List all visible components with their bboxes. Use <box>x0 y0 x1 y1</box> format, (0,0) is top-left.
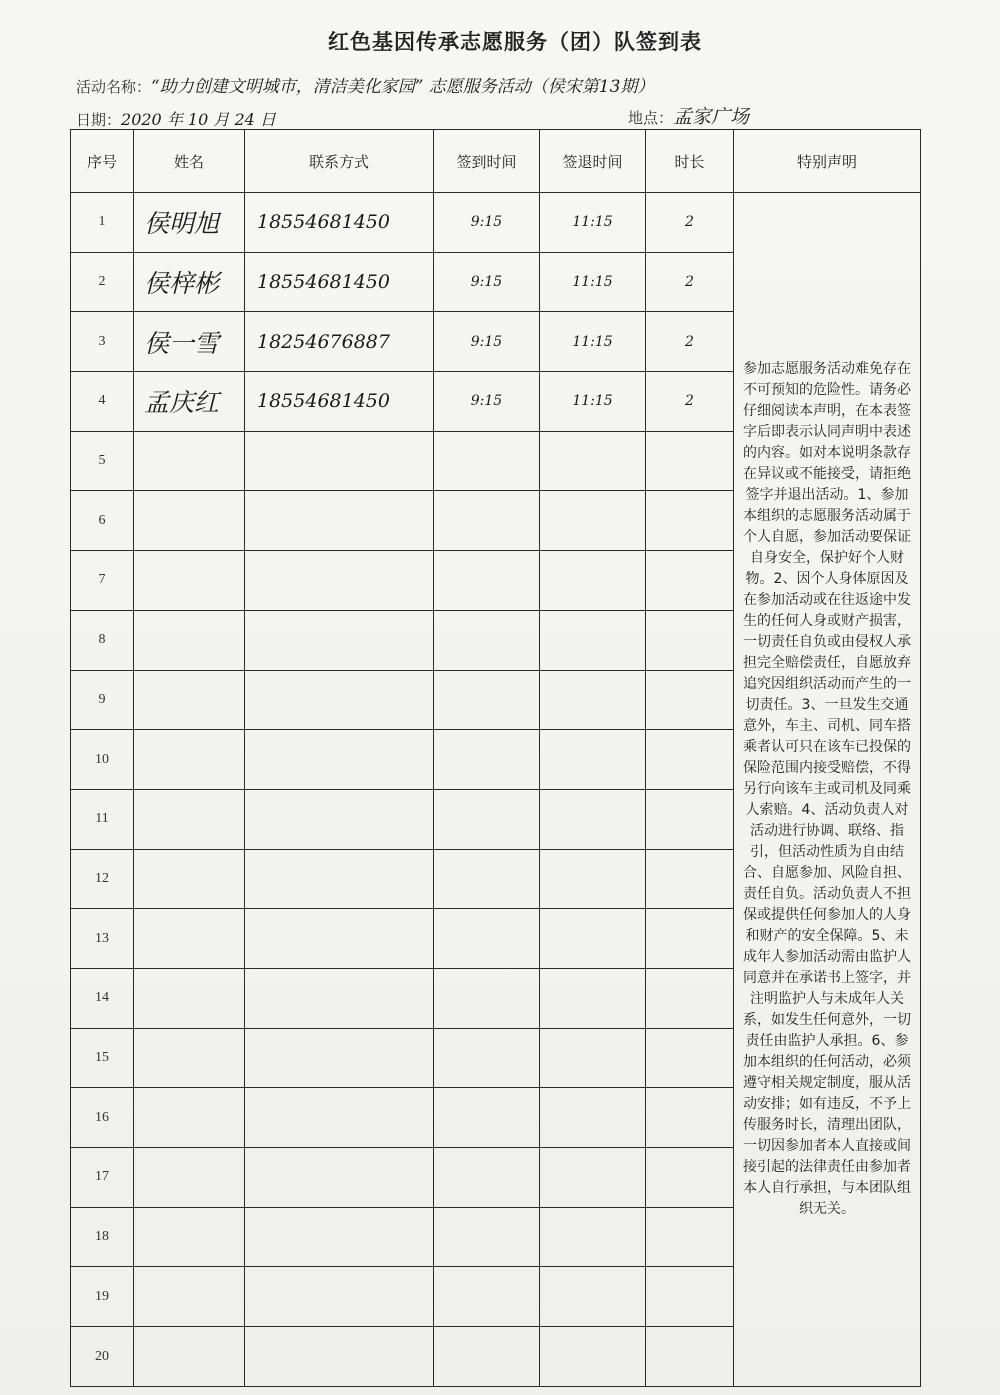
row-name <box>134 610 245 670</box>
row-checkout-time <box>540 968 646 1028</box>
row-duration: 2 <box>646 312 734 372</box>
row-checkin-time <box>434 730 540 790</box>
row-checkout-time <box>540 1148 646 1208</box>
row-number: 11 <box>71 789 134 849</box>
row-phone <box>245 491 434 551</box>
row-name <box>134 1088 245 1148</box>
row-checkin-time <box>434 491 540 551</box>
row-phone <box>245 789 434 849</box>
col-header-notice: 特别声明 <box>734 130 921 193</box>
row-number: 8 <box>71 610 134 670</box>
table-header-row <box>71 130 921 193</box>
row-number: 19 <box>71 1267 134 1327</box>
row-name <box>134 551 245 611</box>
row-name <box>134 1028 245 1088</box>
row-phone: 18254676887 <box>245 312 434 372</box>
row-phone <box>245 1207 434 1267</box>
row-checkin-time: 9:15 <box>434 193 540 253</box>
special-notice <box>734 193 921 1387</box>
row-name <box>134 968 245 1028</box>
row-number: 13 <box>71 909 134 969</box>
place-line <box>628 102 749 129</box>
row-name <box>134 909 245 969</box>
row-number: 18 <box>71 1207 134 1267</box>
row-number: 14 <box>71 968 134 1028</box>
row-name <box>134 789 245 849</box>
row-checkout-time <box>540 730 646 790</box>
row-name <box>134 1267 245 1327</box>
row-name <box>134 1207 245 1267</box>
row-duration <box>646 670 734 730</box>
row-checkin-time <box>434 431 540 491</box>
row-phone: 18554681450 <box>245 252 434 312</box>
row-name: 侯一雪 <box>134 312 245 372</box>
row-duration <box>646 1207 734 1267</box>
col-header-name: 姓名 <box>134 130 245 193</box>
row-duration <box>646 909 734 969</box>
row-checkout-time <box>540 849 646 909</box>
row-phone <box>245 551 434 611</box>
row-duration <box>646 431 734 491</box>
row-number: 2 <box>71 252 134 312</box>
row-number: 16 <box>71 1088 134 1148</box>
activity-line <box>76 72 976 97</box>
row-checkin-time <box>434 1028 540 1088</box>
row-duration <box>646 1028 734 1088</box>
row-checkin-time <box>434 849 540 909</box>
row-phone <box>245 1088 434 1148</box>
row-checkin-time <box>434 1088 540 1148</box>
row-number: 20 <box>71 1327 134 1387</box>
row-number: 9 <box>71 670 134 730</box>
row-checkout-time <box>540 551 646 611</box>
table-body <box>71 193 921 1387</box>
row-number: 1 <box>71 193 134 253</box>
row-duration <box>646 968 734 1028</box>
row-name <box>134 1327 245 1387</box>
row-name <box>134 730 245 790</box>
col-header-checkout: 签退时间 <box>540 130 646 193</box>
row-phone <box>245 670 434 730</box>
row-number: 6 <box>71 491 134 551</box>
row-phone <box>245 1327 434 1387</box>
row-number: 12 <box>71 849 134 909</box>
special-notice-text: 参加志愿服务活动难免存在不可预知的危险性。请务必仔细阅读本声明，在本表签字后即表示认同声明中表述的内容。如对本说明条款存在异议或不能接受，请拒绝签字并退出活动。1、参加本组织的志愿服务活动属于个人自愿，参加活动要保证自身安全，保护好个人财物。2、因个人身体原因及在参加活动或在往返途中发生的任何人身或财产损害，一切责任自负或由侵权人承担完全赔偿责任，自愿放弃追究因组织活动而产生的一切责任。3、一旦发生交通意外，车主、司机、同车搭乘者认可只在该车已投保的保险范围内接受赔偿，不得另行向该车主或司机及同乘人索赔。4、活动负责人对活动进行协调、联络、指引，但活动性质为自由结合、自愿参加、风险自担、责任自负。活动负责人不担保或提供任何参加人的人身和财产的安全保障。5、未成年人参加活动需由监护人同意并在承诺书上签字，并注明监护人与未成年人关系，如发生任何意外，一切责任由监护人承担。6、参加本组织的任何活动，必须遵守相关规定制度，服从活动安排；如有违反，不予上传服务时长，清理出团队，一切因参加者本人直接或间接引起的法律责任由参加者本人自行承担，与本团队组织无关。 <box>743 361 911 1217</box>
row-checkout-time <box>540 610 646 670</box>
row-checkin-time <box>434 1207 540 1267</box>
sheet-title: 红色基因传承志愿服务（团）队签到表 <box>328 30 702 54</box>
row-phone <box>245 849 434 909</box>
row-duration: 2 <box>646 252 734 312</box>
row-duration <box>646 730 734 790</box>
date-line <box>76 107 276 130</box>
row-duration <box>646 551 734 611</box>
row-checkout-time <box>540 1327 646 1387</box>
row-name: 孟庆红 <box>134 372 245 432</box>
col-header-checkin: 签到时间 <box>434 130 540 193</box>
col-header-hours: 时长 <box>646 130 734 193</box>
row-duration: 2 <box>646 193 734 253</box>
row-name <box>134 1148 245 1208</box>
place-value: 孟家广场 <box>673 106 750 128</box>
row-checkin-time <box>434 968 540 1028</box>
activity-label: 活动名称： <box>76 78 152 96</box>
row-checkout-time <box>540 1028 646 1088</box>
row-checkin-time <box>434 909 540 969</box>
row-checkout-time <box>540 789 646 849</box>
row-phone <box>245 909 434 969</box>
row-phone <box>245 431 434 491</box>
row-phone <box>245 968 434 1028</box>
row-number: 17 <box>71 1148 134 1208</box>
row-checkout-time: 11:15 <box>540 372 646 432</box>
col-header-contact: 联系方式 <box>245 130 434 193</box>
row-duration: 2 <box>646 372 734 432</box>
row-checkout-time <box>540 670 646 730</box>
row-checkout-time: 11:15 <box>540 312 646 372</box>
row-duration <box>646 1088 734 1148</box>
row-checkin-time: 9:15 <box>434 252 540 312</box>
row-name: 侯明旭 <box>134 193 245 253</box>
row-phone: 18554681450 <box>245 193 434 253</box>
row-number: 4 <box>71 372 134 432</box>
date-value: 2020 年 10 月 24 日 <box>121 110 276 129</box>
row-name <box>134 849 245 909</box>
row-phone <box>245 730 434 790</box>
row-checkout-time <box>540 1088 646 1148</box>
row-number: 5 <box>71 431 134 491</box>
row-name <box>134 431 245 491</box>
row-checkin-time <box>434 1267 540 1327</box>
row-phone <box>245 1148 434 1208</box>
row-phone <box>245 610 434 670</box>
row-phone <box>245 1267 434 1327</box>
row-checkout-time <box>540 491 646 551</box>
row-checkin-time <box>434 1148 540 1208</box>
row-name: 侯梓彬 <box>134 252 245 312</box>
row-checkin-time <box>434 1327 540 1387</box>
row-phone: 18554681450 <box>245 372 434 432</box>
row-name <box>134 491 245 551</box>
row-duration <box>646 849 734 909</box>
row-number: 7 <box>71 551 134 611</box>
row-number: 15 <box>71 1028 134 1088</box>
row-duration <box>646 1148 734 1208</box>
row-checkout-time <box>540 909 646 969</box>
row-number: 3 <box>71 312 134 372</box>
row-duration <box>646 1267 734 1327</box>
row-checkin-time <box>434 670 540 730</box>
row-duration <box>646 610 734 670</box>
row-duration <box>646 491 734 551</box>
col-header-no: 序号 <box>71 130 134 193</box>
row-checkin-time <box>434 610 540 670</box>
row-phone <box>245 1028 434 1088</box>
row-checkout-time <box>540 1207 646 1267</box>
date-label: 日期： <box>76 111 122 129</box>
row-checkin-time: 9:15 <box>434 312 540 372</box>
activity-name: “助力创建文明城市，清洁美化家园” 志愿服务活动（侯宋第13期） <box>151 77 655 97</box>
row-duration <box>646 789 734 849</box>
table-row <box>71 193 921 253</box>
row-checkin-time <box>434 551 540 611</box>
row-name <box>134 670 245 730</box>
place-label: 地点： <box>628 109 674 127</box>
row-checkin-time <box>434 789 540 849</box>
row-checkout-time: 11:15 <box>540 193 646 253</box>
row-checkout-time <box>540 1267 646 1327</box>
row-checkout-time <box>540 431 646 491</box>
row-duration <box>646 1327 734 1387</box>
sign-in-table <box>70 129 921 1387</box>
row-checkin-time: 9:15 <box>434 372 540 432</box>
row-checkout-time: 11:15 <box>540 252 646 312</box>
row-number: 10 <box>71 730 134 790</box>
